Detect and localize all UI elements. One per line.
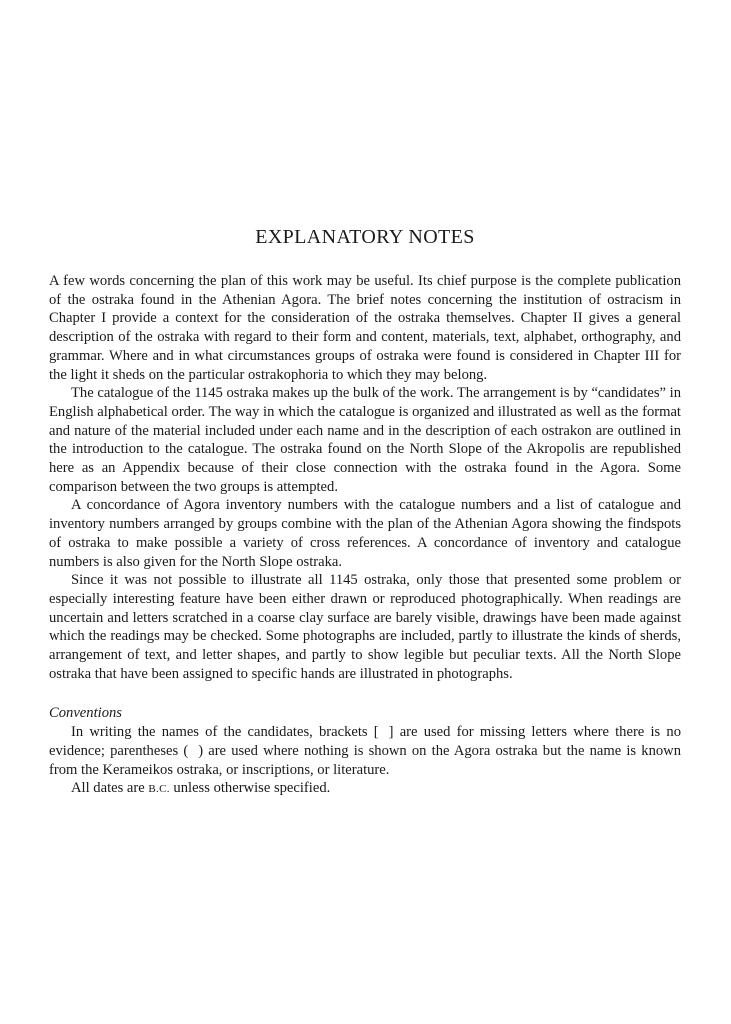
paragraph-catalogue: The catalogue of the 1145 ostraka makes up the bulk of the work. The arrangement is by “candidates” in English alphabetical order. The way in which the catalogue is organized and illustrated as well as the format and nature of the material included under each name and in the description of each ostrakon are outlined in the introduction to the catalogue. The ostraka found on the North Slope of the Akropolis are republished here as an Appendix because of their close connection with the ostraka found in the Agora. Some comparison between the two groups is attempted. [49,385,681,495]
paragraph-plan: A few words concerning the plan of this work may be useful. Its chief purpose is the complete publication of the ostraka found in the Athenian Agora. The brief notes concerning the institution of ostracism in Chapter I provide a context for the consideration of the ostraka themselves. Chapter II gives a general description of the ostraka with regard to their form and content, materials, text, alphabet, orthography, and grammar. Where and in what circumstances groups of ostraka were found is considered in Chapter III for the light it sheds on the particular ostrakophoria to which they may belong. [49,273,681,383]
dates-text-after: unless otherwise specified. [169,780,331,797]
paragraph-illustrations: Since it was not possible to illustrate all 1145 ostraka, only those that presented some problem or especially interesting feature have been either drawn or reproduced photographically. When readings are uncertain and letters scratched in a coarse clay surface are barely visible, drawings have been made against which the readings may be checked. Some photographs are included, partly to illustrate the kinds of sherds, arrangement of text, and letter shapes, and partly to show legible but peculiar texts. All the North Slope ostraka that have been assigned to specific hands are illustrated in photographs. [49,572,681,682]
paragraph-dates [49,779,681,799]
conventions-heading: Conventions [49,705,122,722]
brackets-text-part-3: ) are used where nothing is shown on the Agora ostraka but the name is known from the Kerameikos ostraka, or inscriptions, or literature. [49,742,681,778]
paragraph-concordance: A concordance of Agora inventory numbers with the catalogue numbers and a list of catalogue and inventory numbers arranged by groups combine with the plan of the Athenian Agora showing the findspots of ostraka to make possible a variety of cross references. A concordance of inventory and catalogue numbers is also given for the North Slope ostraka. [49,497,681,570]
document-page [49,226,681,799]
dates-era: B.C. [148,783,170,796]
paragraph-brackets [49,723,681,779]
page-title: EXPLANATORY NOTES [255,226,475,248]
brackets-text-part-1: In writing the names of the candidates, brackets [ [71,724,379,741]
brackets-text-part-2: ] are used for missing letters where there is no evidence; parentheses ( [49,724,681,759]
dates-text-before: All dates are [71,780,149,797]
